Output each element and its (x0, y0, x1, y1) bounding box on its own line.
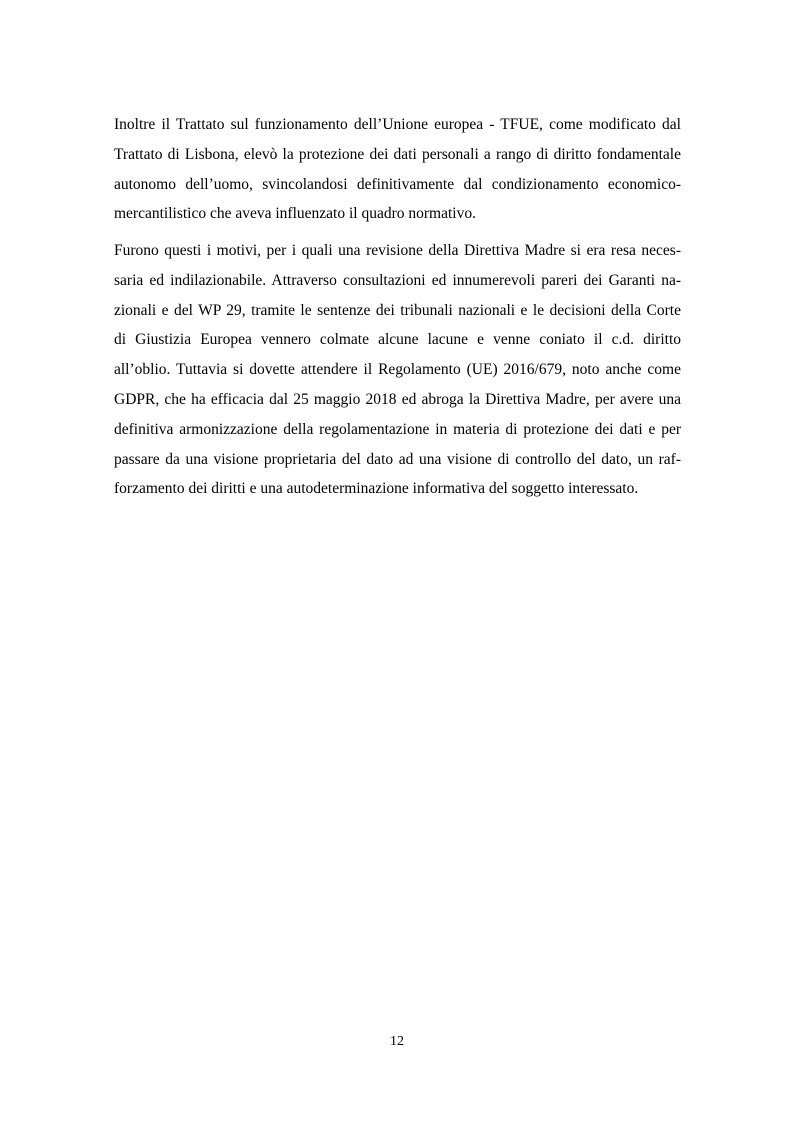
paragraph-gdpr (114, 236, 681, 504)
paragraph-line: GDPR, che ha efficacia dal 25 maggio 2018 ed abroga la Direttiva Madre, per avere una (114, 390, 681, 408)
page-number: 12 (390, 1034, 404, 1049)
paragraph-line: autonomo dell’uomo, svincolandosi definitivamente dal condizionamento economico- (114, 175, 681, 193)
paragraph-line: all’oblio. Tuttavia si dovette attendere il Regolamento (UE) 2016/679, noto anche come (114, 361, 681, 379)
paragraph-line: Furono questi i motivi, per i quali una revisione della Direttiva Madre si era resa neces- (114, 242, 681, 259)
paragraph-line: zionali e del WP 29, tramite le sentenze dei tribunali nazionali e le decisioni della Corte (114, 301, 681, 319)
paragraph-tfue (114, 110, 681, 229)
paragraph-line: Trattato di Lisbona, elevò la protezione dei dati personali a rango di diritto fondamentale (114, 145, 681, 163)
paragraph-line: di Giustizia Europea vennero colmate alcune lacune e venne coniato il c.d. diritto (114, 331, 681, 349)
paragraph-line: passare da una visione proprietaria del dato ad una visione di controllo del dato, un raf- (114, 450, 681, 468)
paragraph-line: saria ed indilazionabile. Attraverso consultazioni ed innumerevoli pareri dei Garanti na- (114, 271, 681, 289)
paragraph-line: mercantilistico che aveva influenzato il quadro normativo. (114, 205, 476, 223)
paragraph-line: forzamento dei diritti e una autodeterminazione informativa del soggetto interessato. (114, 480, 639, 498)
paragraph-line: definitiva armonizzazione della regolamentazione in materia di protezione dei dati e per (114, 420, 681, 438)
paragraph-line: Inoltre il Trattato sul funzionamento dell’Unione europea - TFUE, come modificato dal (114, 116, 681, 133)
